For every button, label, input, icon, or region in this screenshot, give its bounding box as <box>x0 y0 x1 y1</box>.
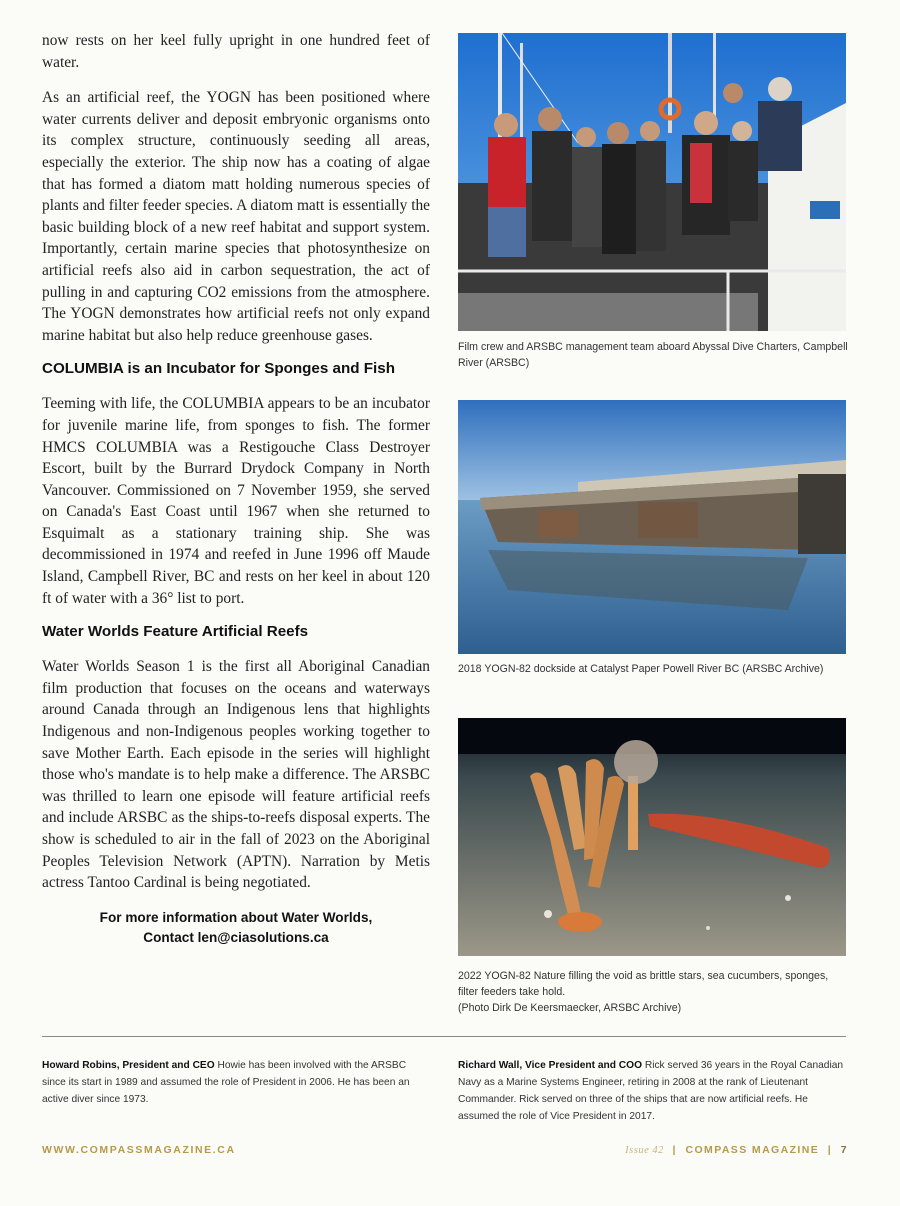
contact-line-1: For more information about Water Worlds, <box>99 909 373 925</box>
footer-issue-info <box>625 1144 848 1156</box>
footer-separator: | <box>672 1144 677 1156</box>
reef-caption-line-1: 2022 YOGN-82 Nature filling the void as brittle stars, sea cucumbers, sponges, filter feeders take hold. <box>458 970 829 998</box>
bio-richard-name: Richard Wall, Vice President and COO <box>458 1060 642 1071</box>
section-divider <box>42 1036 846 1037</box>
bio-howard-robins <box>42 1057 430 1108</box>
paragraph-artificial-reef: As an artificial reef, the YOGN has been positioned where water currents deliver and deposit embryonic organisms onto its complex structure, continuously seeding all areas, especially the exterior. The ship now has a coating of algae that has formed a diatom matt holding numerous species of plants and filter feeder species. A diatom matt is essentially the basic building block of a new reef habitat and support system. Importantly, certain marine species that photosynthesize on artificial reefs also aid in carbon sequestration, the act of pulling in and capturing CO2 emissions from the atmosphere. The YOGN demonstrates how artificial reefs not only expand marine habitat but also help reduce greenhouse gases. <box>42 89 430 344</box>
bio-howard-name: Howard Robins, President and CEO <box>42 1060 215 1071</box>
reef-caption-line-2: (Photo Dirk De Keersmaecker, ARSBC Archive) <box>458 1002 682 1014</box>
heading-water-worlds: Water Worlds Feature Artificial Reefs <box>42 623 309 641</box>
crew-photo <box>458 33 846 331</box>
paragraph-continued: now rests on her keel fully upright in one hundred feet of water. <box>42 32 430 71</box>
underwater-reef-photo <box>458 718 846 956</box>
bio-richard-wall <box>458 1057 848 1125</box>
footer-website: WWW.COMPASSMAGAZINE.CA <box>42 1144 236 1156</box>
bio-howard-text: Howie has been involved with the ARSBC since its start in 1989 and assumed the role of President in 2006. He has been an active diver since 1973. <box>42 1060 410 1105</box>
yogn-dockside-photo <box>458 400 846 654</box>
footer-separator: | <box>827 1144 833 1156</box>
article-column <box>42 30 430 948</box>
footer-magazine-name: COMPASS MAGAZINE <box>685 1144 820 1156</box>
contact-line-2: Contact len@ciasolutions.ca <box>143 929 329 945</box>
reef-photo-caption <box>458 968 850 1016</box>
footer-page-number: 7 <box>840 1144 848 1156</box>
crew-photo-caption: Film crew and ARSBC management team aboard Abyssal Dive Charters, Campbell River (ARSBC) <box>458 341 848 369</box>
contact-block <box>42 908 430 948</box>
heading-columbia: COLUMBIA is an Incubator for Sponges and Fish <box>42 360 395 378</box>
yogn-dockside-caption: 2018 YOGN-82 dockside at Catalyst Paper Powell River BC (ARSBC Archive) <box>458 663 824 675</box>
bio-richard-text: Rick served 36 years in the Royal Canadian Navy as a Marine Systems Engineer, retiring in 2008 at the rank of Lieutenant Commander. Rick served on three of the ships that are now artificial reefs. He assumed the role of Vice President in 2017. <box>458 1060 844 1122</box>
paragraph-water-worlds: Water Worlds Season 1 is the first all Aboriginal Canadian film production that focuses on the oceans and waterways around Canada through an Indigenous lens that highlights Indigenous and non-Indigenous peoples working together to save Mother Earth. Each episode in the series will highlight those who's mandate is to help make a difference. The ARSBC was thrilled to learn one episode will feature artificial reefs and include ARSBC as the ships-to-reefs disposal experts. The show is scheduled to air in the fall of 2023 on the Aboriginal Peoples Television Network (APTN). Narration by Metis actress Tantoo Cardinal is being negotiated. <box>42 658 430 892</box>
footer-issue: Issue 42 <box>625 1145 664 1156</box>
paragraph-columbia: Teeming with life, the COLUMBIA appears to be an incubator for juvenile marine life, from sponges to fish. The former HMCS COLUMBIA was a Restigouche Class Destroyer Escort, built by the Burrard Drydock Company in North Vancouver. Commissioned on 7 November 1959, she served on Canada's East Coast until 1967 when she returned to Esquimalt as a stationary training ship. She was decommissioned in 1974 and reefed in June 1996 off Maude Island, Campbell River, BC and rests on her keel in about 120 ft of water with a 36° list to port. <box>42 395 430 607</box>
